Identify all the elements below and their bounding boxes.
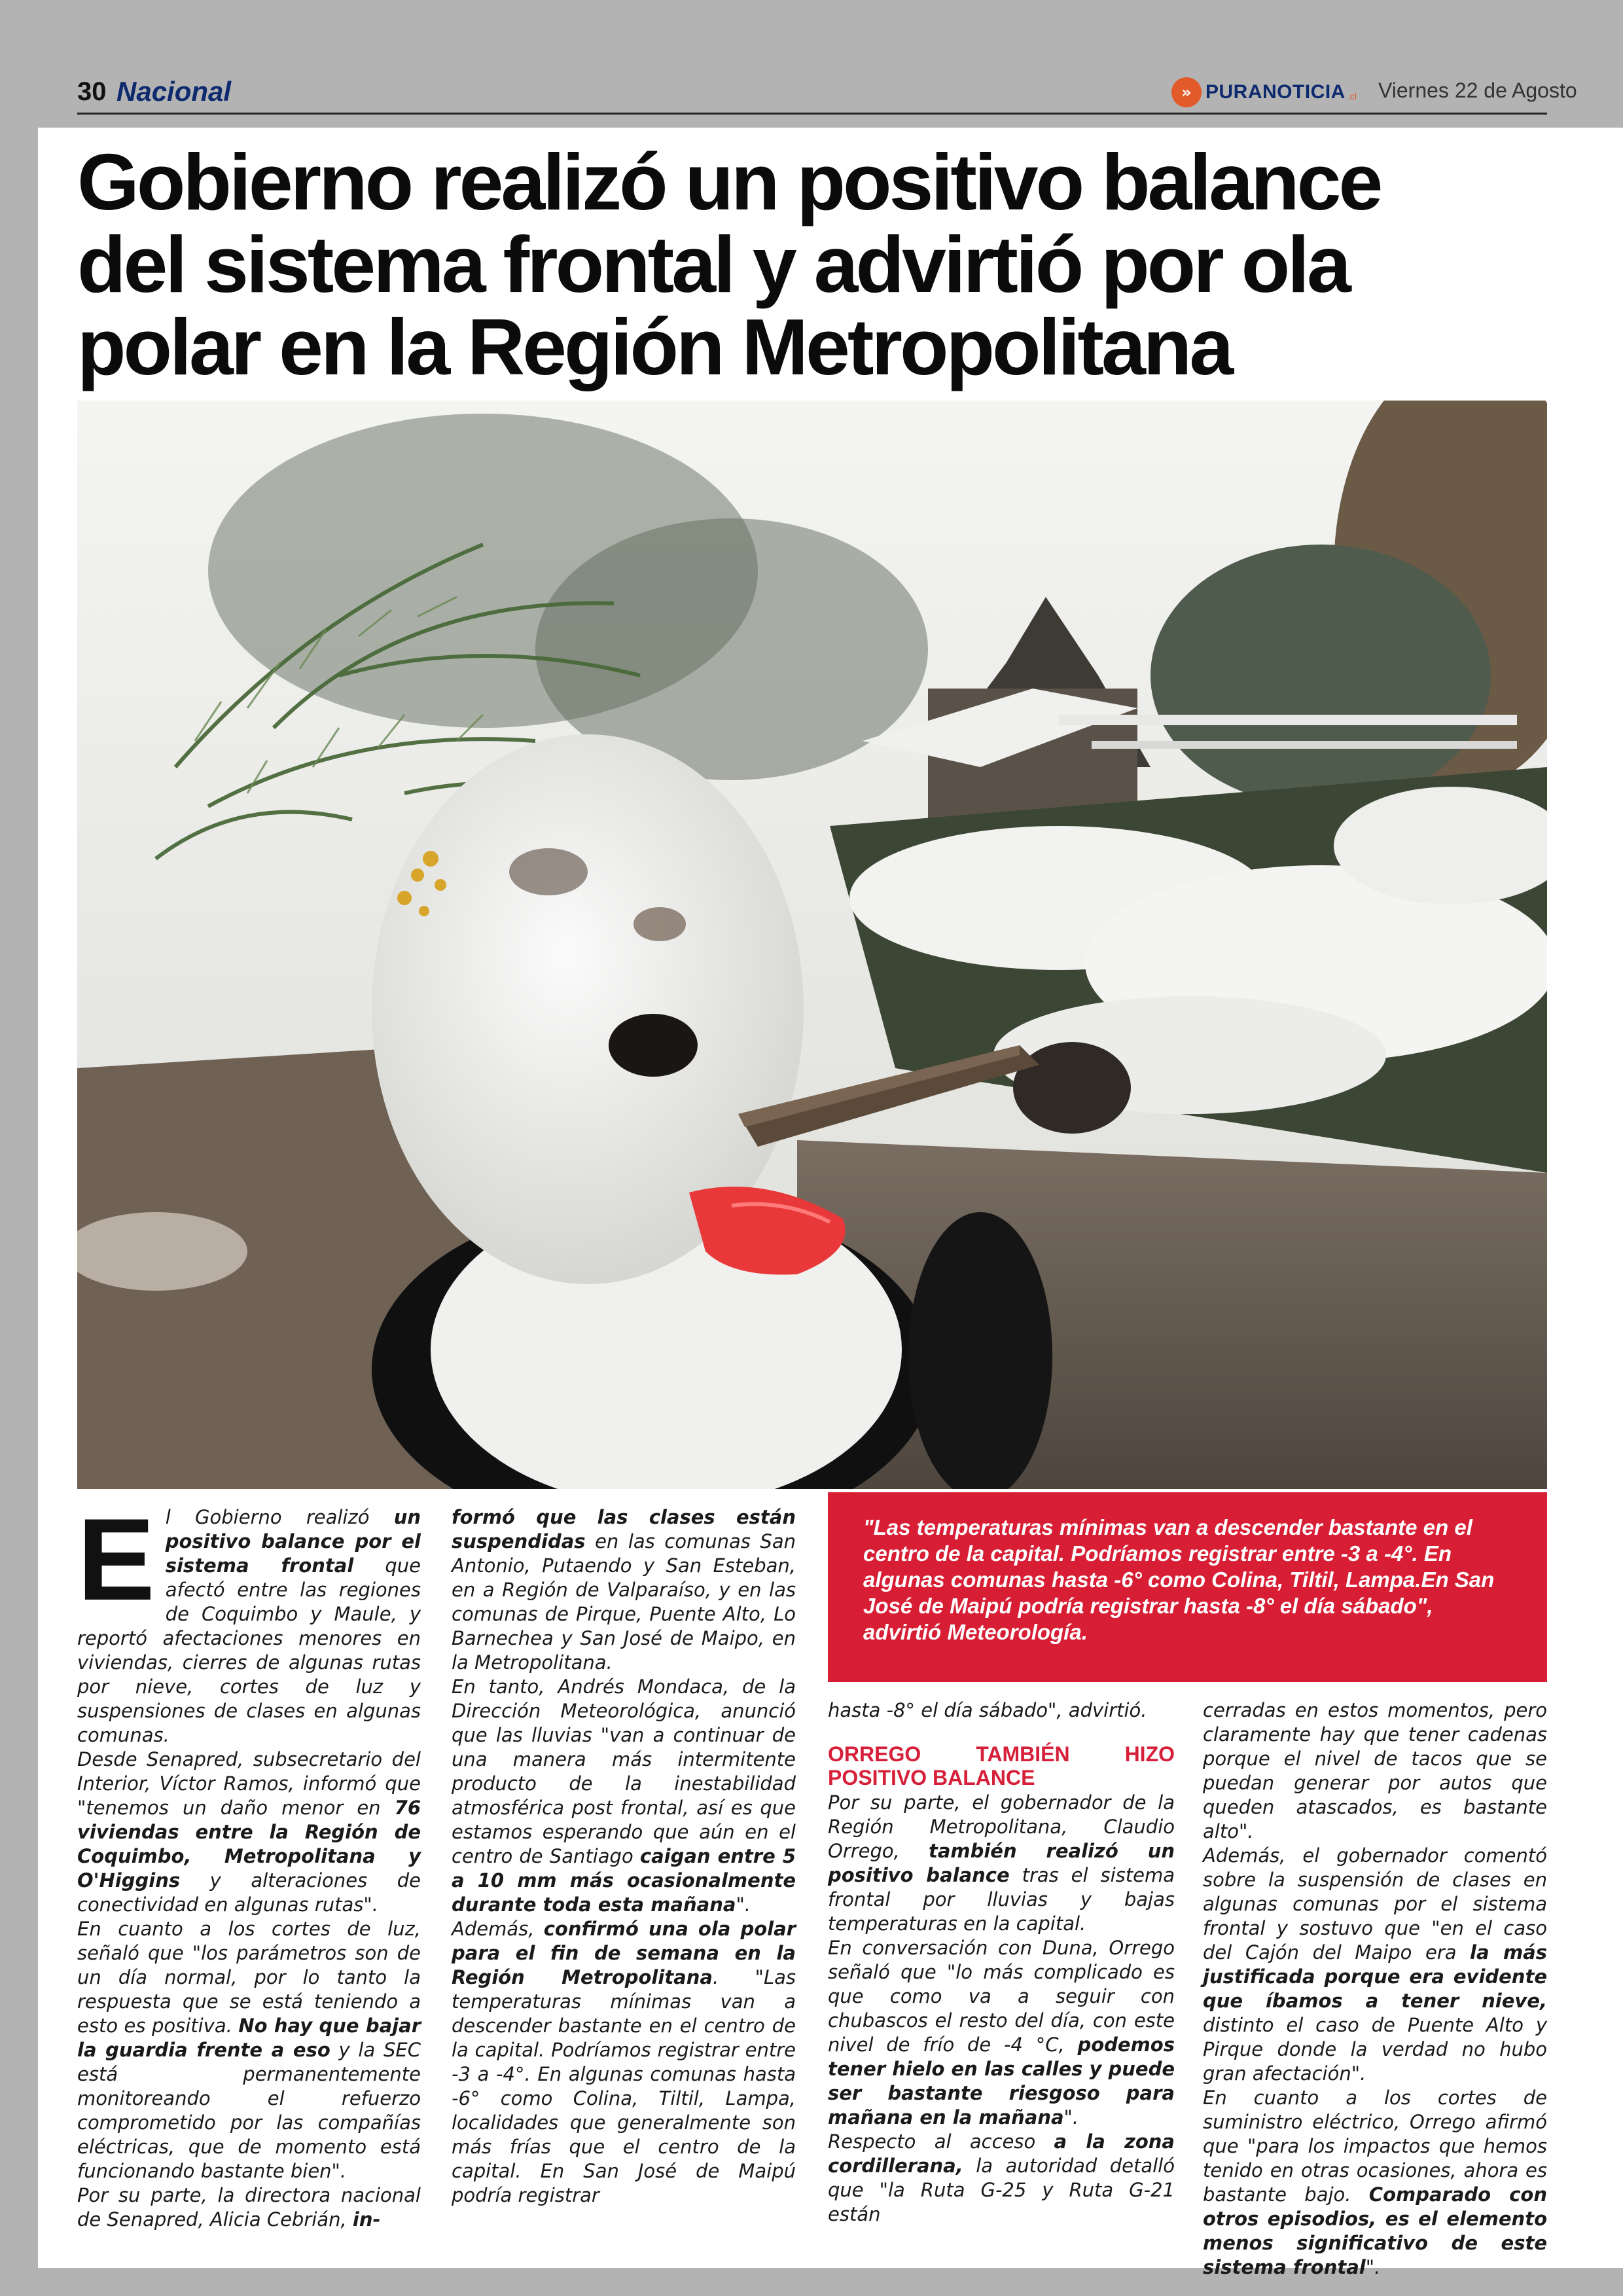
paragraph: cerradas en estos momentos, pero claramente hay que tener cadenas porque el nivel de tacos que se puedan generar por autos que queden atascados, es bastante alto".: [1203, 1699, 1547, 1842]
article-column-1: [77, 1494, 421, 2232]
article-column-2: [452, 1505, 796, 2208]
issue-date: Viernes 22 de Agosto: [1378, 79, 1577, 102]
paragraph: l Gobierno realizó un positivo balance por el sistema frontal que afectó entre las regiones de Coquimbo y Maule, y reportó afectaciones menores en viviendas, cierres de algunas rutas por nieve, cortes de luz y suspensiones de clases en algunas comunas.: [77, 1506, 421, 1746]
header-divider: [77, 113, 1547, 115]
headline-line-3: polar en la Región Metropolitana: [77, 302, 1232, 391]
paragraph: En cuanto a los cortes de suministro eléctrico, Orrego afirmó que "para los impactos que hemos tenido en otras ocasiones, ahora es bastante bajo. Comparado con otros episodios, es el elemento menos significativo de este sistema frontal".: [1203, 2087, 1547, 2278]
paragraph: Respecto al acceso a la zona cordillerana, la autoridad detalló que "la Ruta G-25 y Ruta G-21 están: [828, 2130, 1175, 2225]
dropcap: E: [77, 1494, 155, 1624]
headline-line-2: del sistema frontal y advirtió por ola: [77, 220, 1349, 309]
snowman-photo: [77, 401, 1547, 1489]
paragraph: En cuanto a los cortes de luz, señaló que "los parámetros son de un día normal, por lo tanto la respuesta que se está teniendo a esto es positiva. No hay que bajar la guardia frente a eso y la SEC está permanentemente monitoreando el refuerzo comprometido por las compañías eléctricas, que de momento está funcionando bastante bien".: [77, 1918, 421, 2182]
paragraph: Por su parte, el gobernador de la Región Metropolitana, Claudio Orrego, también realizó un positivo balance tras el sistema frontal por lluvias y bajas temperaturas en la capital.: [828, 1791, 1175, 1935]
paragraph: formó que las clases están suspendidas en las comunas San Antonio, Putaendo y San Esteban, en a Región de Valparaíso, y en las comunas de Pirque, Puente Alto, Lo Barnechea y San José de Maipo, en la Metropolitana.: [452, 1506, 796, 1674]
page-number: 30: [77, 77, 107, 106]
paragraph: Además, confirmó una ola polar para el fin de semana en la Región Metropolitana. "Las temperaturas mínimas van a descender bastante en el centro de la capital. Podríamos registrar entre -3 a -4°. En algunas comunas hasta -6° como Colina, Tiltil, Lampa, localidades que generalmente son más frías que el centro de la capital. En San José de Maipú podría registrar: [452, 1918, 796, 2206]
logo-suffix: .cl: [1347, 91, 1357, 101]
subheading: ORREGO TAMBIÉN HIZO POSITIVO BALANCE: [828, 1742, 1175, 1789]
paragraph: hasta -8° el día sábado", advirtió.: [828, 1699, 1147, 1721]
headline-line-1: Gobierno realizó un positivo balance: [77, 137, 1381, 226]
headline: [77, 137, 1569, 391]
puranoticia-logo: [1171, 76, 1357, 109]
paragraph: Además, el gobernador comentó sobre la suspensión de clases en algunas comunas por el sistema frontal y sostuvo que "en el caso del Cajón del Maipo era la más justificada porque era evidente que íbamos a tener nieve, distinto el caso de Puente Alto y Pirque donde la verdad no hubo gran afectación".: [1203, 1844, 1548, 2085]
paragraph: Por su parte, la directora nacional de Senapred, Alicia Cebrián, in-: [77, 2184, 421, 2231]
paragraph: En tanto, Andrés Mondaca, de la Dirección Meteorológica, anunció que las lluvias "van a continuar de una manera más intermitente producto de la inestabilidad atmosférica post frontal, así es que estamos esperando que aún en el centro de Santiago caigan entre 5 a 10 mm más ocasionalmente durante toda esta mañana".: [452, 1676, 796, 1916]
paragraph: En conversación con Duna, Orrego señaló que "lo más complicado es que como va a seguir con chubascos el resto del día, con este nivel de frío de -4 °C, podemos tener hielo en las calles y puede ser bastante riesgoso para mañana en la mañana".: [828, 1937, 1175, 2128]
article-column-3: [828, 1698, 1175, 2227]
paragraph: Desde Senapred, subsecretario del Interior, Víctor Ramos, informó que "tenemos un daño menor en 76 viviendas entre la Región de Coquimbo, Metropolitana y O'Higgins y alteraciones de conectividad en algunas rutas".: [77, 1748, 421, 1916]
section-name: Nacional: [116, 76, 232, 107]
logo-text: PURANOTICIA: [1205, 81, 1346, 103]
double-chevron-icon: »: [1171, 77, 1202, 107]
pull-quote-text: "Las temperaturas mínimas van a descender bastante en el centro de la capital. Podríamos registrar entre -3 a -4°. En algunas comunas hasta -6° como Colina, Tiltil, Lampa.En San José de Maipú podría registrar hasta -8° el día sábado", advirtió Meteorología.: [863, 1515, 1495, 1644]
pull-quote: [828, 1492, 1547, 1682]
article-column-4: [1203, 1698, 1547, 2280]
